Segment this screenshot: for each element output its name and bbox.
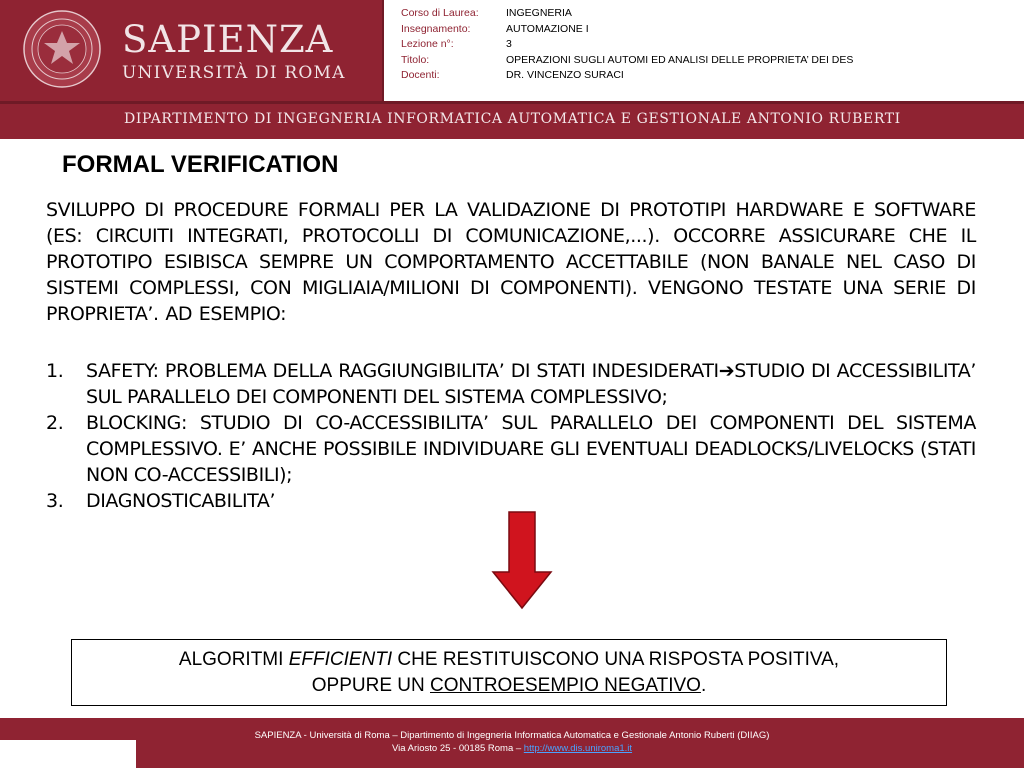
- info-row-course: [401, 6, 853, 22]
- info-row-lesson: [401, 37, 853, 53]
- info-value: INGEGNERIA: [506, 7, 572, 19]
- result-text: ALGORITMI: [178, 649, 289, 670]
- info-label: Insegnamento:: [401, 22, 471, 35]
- department-banner: [0, 101, 1024, 139]
- list-item-text: BLOCKING: STUDIO DI CO-ACCESSIBILITA’ SUL PARALLELO DEI COMPONENTI DEL SISTEMA COMPLESSIVO. E’ ANCHE POSSIBILE INDIVIDUARE GLI EVENTUALI DEADLOCKS/LIVELOCKS (STATI NON CO-ACCESSIBILI);: [86, 412, 976, 486]
- info-label: Lezione n°:: [401, 38, 454, 50]
- intro-paragraph: SVILUPPO DI PROCEDURE FORMALI PER LA VALIDAZIONE DI PROTOTIPI HARDWARE E SOFTWARE (ES: CIRCUITI INTEGRATI, PROTOCOLLI DI COMUNICAZIONE,...). OCCORRE ASSICURARE CHE IL PROTOTIPO ESIBISCA SEMPRE UN COMPORTAMENTO ACCETTABILE (NON BANALE NEL CASO DI SISTEMI COMPLESSI, CON MIGLIAIA/MILIONI DI COMPONENTI). VENGONO TESTATE UNA SERIE DI PROPRIETA’. AD ESEMPIO:: [46, 199, 976, 325]
- result-underlined: CONTROESEMPIO NEGATIVO: [430, 675, 701, 696]
- info-value: OPERAZIONI SUGLI AUTOMI ED ANALISI DELLE PROPRIETA’ DEI DES: [506, 53, 854, 66]
- properties-list: [46, 358, 976, 514]
- list-number: 3.: [46, 490, 64, 512]
- university-wordmark: [122, 20, 346, 84]
- info-label: Docenti:: [401, 69, 440, 81]
- result-text: .: [700, 675, 707, 696]
- info-row-teachers: [401, 68, 853, 84]
- down-arrow-icon: [491, 510, 553, 610]
- list-item: [46, 410, 976, 488]
- result-box: [71, 639, 947, 706]
- slide-title: FORMAL VERIFICATION: [62, 151, 339, 178]
- university-logo-block: [0, 0, 384, 101]
- result-line-2: [72, 673, 946, 699]
- course-info: [401, 6, 853, 84]
- list-item-text: DIAGNOSTICABILITA’: [86, 490, 276, 512]
- info-label: Titolo:: [401, 53, 430, 66]
- footer-accent: [0, 718, 136, 740]
- result-text: CHE RESTITUISCONO UNA RISPOSTA POSITIVA,: [392, 649, 840, 670]
- footer-link[interactable]: http://www.dis.uniroma1.it: [523, 743, 633, 754]
- footer-line-1: SAPIENZA - Università di Roma – Dipartimento di Ingegneria Informatica Automatica e Gestionale Antonio Ruberti (DIIAG): [254, 730, 770, 741]
- list-item-text: SAFETY: PROBLEMA DELLA RAGGIUNGIBILITA’ DI STATI INDESIDERATI➔STUDIO DI ACCESSIBILITA’ SUL PARALLELO DEI COMPONENTI DEL SISTEMA COMPLESSIVO;: [86, 360, 976, 408]
- department-name: DIPARTIMENTO DI INGEGNERIA INFORMATICA AUTOMATICA E GESTIONALE ANTONIO RUBERTI: [124, 111, 901, 127]
- list-number: 2.: [46, 412, 64, 434]
- info-row-subject: [401, 22, 853, 38]
- logo-name: SAPIENZA: [122, 18, 334, 61]
- info-row-title: [401, 53, 853, 69]
- info-value: AUTOMAZIONE I: [506, 22, 589, 35]
- result-emphasis: EFFICIENTI: [288, 649, 393, 670]
- list-item: [46, 358, 976, 410]
- info-label: Corso di Laurea:: [401, 7, 479, 19]
- info-value: DR. VINCENZO SURACI: [506, 69, 624, 81]
- result-line-1: [72, 647, 946, 673]
- footer-line-2: [136, 742, 888, 755]
- info-value: 3: [506, 38, 512, 50]
- university-seal-icon: [22, 9, 102, 89]
- list-number: 1.: [46, 360, 64, 382]
- logo-subtitle: UNIVERSITÀ DI ROMA: [122, 63, 346, 83]
- footer-address: Via Ariosto 25 - 00185 Roma –: [391, 743, 524, 754]
- footer: [136, 729, 888, 755]
- result-text: OPPURE UN: [311, 675, 430, 696]
- divider: [0, 101, 1024, 104]
